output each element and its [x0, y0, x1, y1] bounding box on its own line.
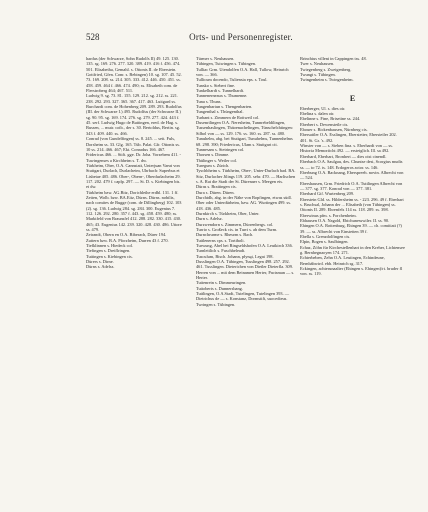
- index-entry: Tunnesam s. Stetringen col.: [196, 146, 245, 152]
- index-entry: Dusslingen O.A. Tübingen, Tusslingen 498. 257. 292. 461. Tusslingen. Dieterichen von Dietler Dieterfla. 309. Herren von ... mit dem Beinamen Herter, Pactsman — s. Herter.: [196, 259, 295, 281]
- index-entry: Eberbach O.A. Saulgau, des. Chuntse desi, Scorgius mudis ss. — to 72. ts. 148. Erdogeros actor. ss. 146.: [300, 159, 403, 170]
- index-entry: Brinchius villeni in Cappingen tss. 48.: [300, 56, 367, 61]
- index-column-middle: [196, 56, 296, 307]
- index-entry: Ebelina s. dalen oir.: [300, 111, 335, 117]
- index-entry: Tunuhelm, abg. bei Stuttgart, Tunuhelms, Tunnenhelms 68. 298. 390; Friedericus, Ulam s. Stuttgart cit.: [196, 136, 293, 147]
- index-entry: hardus (der Schwarze, Sohn Rudolfs II) 49. 125. 130. 135. sg. 169. 276. 277. 320. 389. 419. 416 f. 456. 474. 501. Elisabetha, Gemahl. s. Ottonis II. de Eberstein. Gottfried, Gfen. Conr. s. Bebingen) 10. sg. 107. 45. 52. 73. 169. 208. ss. 214. 305. 333. 412. 446. 450. 451. ss. 458. 459. 464 f. 466. 474. 490; ss. Elisabeth com. de Flerstroberg 464; 467. 511.: [86, 56, 182, 94]
- index-entry: Tullicum docendo, Tuliensia eps. s. Toul.: [196, 77, 268, 83]
- index-entry: Zuttern bzw. B.A. Pforzheim, Durren 43 f. 270.: [86, 237, 169, 243]
- index-entry: Eberbert s. Dewenstetle cis.: [300, 121, 349, 127]
- index-entry: Eberberger, Ul. s. dies oir.: [300, 105, 346, 111]
- index-entry: Dürns s. Adelsz.: [86, 264, 115, 270]
- index-entry: Ebouer s. Bickenbausen, Nürnberg cis.: [300, 127, 368, 133]
- index-entry: Türkheim bzw. AG.Bitz, Dorichleihe erdbl. 131. 1 ff.: [86, 189, 179, 195]
- index-entry: Tuttenrein s. Dimmeuringen.: [196, 280, 247, 286]
- index-entry: Conrad (von Gundelfingen) ss. 8. 245. ... seit. Fuls, Dorsheim ss. 33. Glg. 165. Tüb. Palat. Gfr. Ottonis ss. 10 ss. 214. 466. 467; Ekt. Conradus 166. 467. Fridericus 466. ... Stift. gge. Dr. Joha. Vorzebem 411. - Tuwingenses a Kirchheim s. T. dw.: [86, 136, 181, 163]
- index-entry: Ebhausen O.A. Nagold, Ebichunesswiler. II. ss. 90.: [300, 217, 390, 223]
- index-entry: Eberwinus pfm. s. Forchenheim.: [300, 212, 357, 218]
- index-entry: Elpin, Bogen s. Saulbingen.: [300, 239, 349, 245]
- index-entry: Turegum s. Zürich.: [196, 162, 230, 168]
- index-entry: Turwung, Abel bei Ringseldshofen O.A. Leutkirch 336.: [196, 243, 293, 249]
- index-entry: Dürers s. Dirne.: [86, 259, 114, 265]
- index-entry: Ebershausen, Grm. Friedrich O.A. Tuttlingen Albrecht von — 377. sg. 377. Konrad von — 377. 381.: [300, 180, 403, 191]
- index-entry: Türmer s. Neuhausen.: [196, 56, 235, 61]
- index-entry: Düras s. Braitingen cis.: [196, 184, 237, 190]
- index-entry: Tungenthal s. Thüngenthal.: [196, 109, 244, 115]
- section-letter: E: [349, 93, 356, 103]
- page-header: [86, 32, 396, 48]
- index-entry: Twingenheim s. Twingenheim.: [300, 77, 354, 83]
- index-entry: Echterbeben, Zehn O.A. Leutingen, Echindeune, Bernbäbwird. ebb. Heinrich sg. 317.: [300, 255, 385, 266]
- index-entry: Durn s. Adelsz.: [196, 216, 223, 222]
- page-title: Orts- und Personenregister.: [189, 32, 293, 42]
- index-entry: Ebelinne s. Fine, Brisetine ss. 244.: [300, 116, 361, 122]
- index-entry: Turbant s. Zimmern de Rottweil col.: [196, 114, 260, 120]
- index-entry: Durzwendorn s. Zimmern, Dürrenbergs. col.: [196, 221, 274, 227]
- index-entry: Eckingen, achterunaalter (Ehingen s. Ehingen)/rt. bruder fl von. ss. 119.: [300, 266, 403, 277]
- index-entry: Tungenbartun s. Thengenbarten.: [196, 104, 253, 110]
- index-column-right: [300, 56, 405, 277]
- index-entry: Thülinger s. Weiler col.: [196, 157, 237, 163]
- index-entry: Twungt s. Tübingen.: [300, 72, 336, 78]
- index-entry: Dura s. Düren. Düren.: [196, 189, 235, 195]
- index-entry: Zetten, Wolb. bzw. BA.Eitz, Dürns. Dürns. nobilis, nach comites de Bugge (com. de Dillingberg) 102. 103 (2). sg. 136. Ludwig 284. sg. 284. 300. Eugenius 7. 112. 126. 292. 280. 357 f. 443. sg. 458. 459. 480; ss. Marktfeld von Braunsfel 412. 288. 282. 330. 415. 430. 465; 43. Eugenius 142. 239. 320. 428. 430. 486. Uttore ss. 479.: [86, 194, 182, 232]
- section-spacer: [300, 83, 405, 93]
- index-entry: Eberstein Gld. ss. Hildersheim ss. - 223. 296. 49 f. Eberhart s. Bruchsal, Johann der ... Elisabeth (von Tübingen) ss. Ottonis II. 289. Ehrenfels 114 ss. 118. 289. ss. 398.: [300, 196, 404, 213]
- index-entry: Tuttlingen, O.A.Stadt, Tutelingen, Tutelingen 393. — Dietrichus de — s. Konstanz, Dormstift, suocedieus.: [196, 291, 290, 302]
- index-entry: Tunnenerneaux s. Thumenne.: [196, 93, 248, 99]
- index-entry: Twer s. Neuhausen.: [300, 61, 335, 67]
- index-entry: Twringen s. Tübingen.: [196, 301, 236, 307]
- index-entry: Tyschbheim s. Türkheim, Ober-, Unter-Durlach bad. BA. Sitz, Durlacher Jilings 119. 205. sehr. 470. — Harlischen s. A. Rat die Stadt der St. Dürenaer s. Meegen eis.: [196, 168, 296, 184]
- index-entry: Tuna s. Thuns.: [196, 98, 222, 104]
- index-entry: Ludwig 9. sg. 73. 81. 155. 129. 212. sg. 212. ss. 221. 238. 292. 293. 327. 365. 367. 417. 463. Luitgard ss. Burchardi com. de Hohenberg 209. 289. 293. Rudolfus (III. der Schwarze I.) 495. Rudolfus (der Schwarze II.) sg. 90. 95. sg. 169. 174. 276. sg. 279. 277. 424. 443 f. 45. serf. Ludwig Hugo de Buttingen, ered. de Hag. s. Bussen, ... mutr. coib., der s. 30. Bertoldus, Bertin. sg. 343 f. 409. 440. ss. 466.: [86, 93, 182, 136]
- index-entry: Zeirandt, Obern en O.A. Biberach, Dürer 194.: [86, 232, 167, 238]
- index-entry: Tuttlenerns cps. s. Tortiboli.: [196, 237, 245, 243]
- index-entry: Dusenrilingen O.A. Neresheim, Tunnrebeldilingen, Tussenhaslingen, Thäoenachelingen, Tünschelchtingen: Silbol von — ss. 129. 176. ss. 160. ss. 287. ss. 480.: [196, 120, 293, 136]
- index-entry: Tiefingen s. Dreiflringen.: [86, 248, 131, 254]
- index-entry: Eberhard Gif. Wurtenberg 209.: [300, 191, 355, 197]
- index-entry: Tusculum, Bisch. Johann, płynąt, Legat 198.: [196, 253, 274, 259]
- index-entry: Durnkirch s. Türkheim, Ober, Unter.: [196, 210, 260, 216]
- index-entry: Tuttoberts s. Dunnersbang.: [196, 285, 243, 291]
- index-entry: Thorsen s. Dimme.: [196, 152, 230, 158]
- index-entry: Ehingen O.A. Rottenburg, Ehingen 39. — ch. comitiati (?) 39. — ss. Albrecht von Einstetten 39 f.: [300, 223, 402, 234]
- index-entry: Ebella s. Grenzdolfingen cis.: [300, 233, 351, 239]
- index-entry: Eberhard, Eberhart, Bronhert — dies oist cinendl.: [300, 153, 387, 159]
- index-entry: Turrio s. Großeck cis. in Turri s. ab dem Turm.: [196, 227, 278, 232]
- index-column-left: [86, 56, 183, 270]
- index-entry: Echaz, Zöhn für Kirchestellenhart in den Kreher, Lichtensee g. Bernhegnaoyen 174. 271.: [300, 244, 405, 255]
- index-entry: Tuttingen s. Kiebingen cis.: [86, 253, 133, 259]
- index-entry: Türkheim, Ober, O.A. Cannstatt, Unterjuan Vaeat von Stuttgart, Durlach, Durlacheim, Uhrbach: Superbus et Lisbetae 405. 486. Ober-, Obern-, Oberdurlacheim 29. 117. 202. 479 f. caplp. 297. — St. D. s. Kiebingen bis. et dw.: [86, 162, 181, 190]
- page-number: 528: [86, 32, 100, 42]
- index-entry: Turnleitlich s. Fuschheleadt.: [196, 248, 246, 254]
- index-entry: Ebersattler O.A. Esslingen, Eberstetter, Ebersteiler 202. 401. St. Gr. 's. 492.: [300, 132, 397, 143]
- index-entry: Tunkelhardt s. Tunnelhardt.: [196, 88, 245, 94]
- index-entry: Tiefklinnen s. Hiedeck col.: [86, 243, 134, 249]
- index-entry: Tulliac Grm. Utendolfen O.A. Hall, Tullow, Heinrich von. — 366.: [196, 66, 289, 78]
- index-entry: Eberbung O.A. Backnang, Eberspreeh. novin. Albrecht von — 524.: [300, 169, 404, 181]
- index-entry: Durchtdh, abg. in der Nähe von Bopfingen, etwas südl. Ober oder Unterdürheim, bzw. AG. Wurtingen 499. ss. 418. 436. 485.: [196, 194, 292, 211]
- index-entry: Twiegenberg s. Zweigenberg.: [300, 66, 352, 72]
- index-entry: Durnchrurme s. Rheurm s. Bach.: [196, 232, 254, 238]
- index-entry: Tübingen, Tuiwingen s. Tübingen.: [196, 61, 257, 67]
- index-entry: Tunsko s. Siebert fine.: [196, 82, 236, 88]
- index-entry: Winster von — s. Sieben fina. s. Eberhardt von — ss. Historia Memoriicht 492. — ersteiglich. Ill. sa 492.: [300, 143, 393, 154]
